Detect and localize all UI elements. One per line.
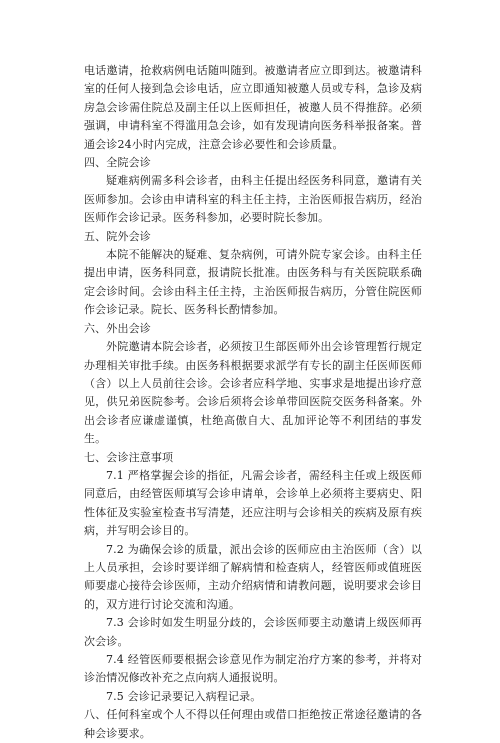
paragraph-external-consult: 本院不能解决的疑难、复杂病例，可请外院专家会诊。由科主任提出申请，医务科同意，报请院长批准。由医务科与有关医院联系确定会诊时间。会诊由科主任主持，主治医师报告病历，分管住院医师作会诊记录。院长、医务科长酌情参加。: [84, 248, 422, 317]
section-heading-consult-notes: 七、会诊注意事项: [84, 450, 174, 464]
paragraph-emergency-consult: 电话邀请，抢救病例电话随叫随到。被邀请者应立即到达。被邀请科室的任何人接到急会诊电话，应立即通知被邀人员或专科，急诊及病房急会诊需住院总及副主任以上医师担任，被邀人员不得推辞。必须强调，申请科室不得滥用急会诊，如有发现请向医务科举报备案。普通会诊24小时内完成，注意会诊必要性和会诊质量。: [84, 64, 422, 151]
paragraph-note-7-5: 7.5 会诊记录要记入病程记录。: [106, 689, 262, 703]
paragraph-hospital-consult: 疑难病例需多科会诊者，由科主任提出经医务科同意，邀请有关医师参加。会诊由申请科室的科主任主持，主治医师报告病历，经治医师作会诊记录。医务科参加，必要时院长参加。: [84, 174, 422, 225]
section-heading-external-consult: 五、院外会诊: [84, 229, 151, 243]
section-heading-outgoing-consult: 六、外出会诊: [84, 321, 151, 335]
section-heading-hospital-consult: 四、全院会诊: [84, 156, 151, 170]
section-heading-no-refusal: 八、任何科室或个人不得以任何理由或借口拒绝按正常途径邀请的各种会诊要求。: [84, 708, 422, 740]
document-page: [84, 62, 422, 743]
paragraph-note-7-2: 7.2 为确保会诊的质量，派出会诊的医师应由主治医师（含）以上人员承担，会诊时要详细了解病情和检查病人，经管医师或值班医师要虚心接待会诊医师，主动介绍病情和请教问题，说明要求会诊目的，双方进行讨论交流和沟通。: [84, 542, 422, 611]
paragraph-note-7-3: 7.3 会诊时如发生明显分歧的，会诊医师要主动邀请上级医师再次会诊。: [84, 616, 422, 648]
paragraph-outgoing-consult: 外院邀请本院会诊者，必须按卫生部医师外出会诊管理暂行规定办理相关审批手续。由医务科根据要求派学有专长的副主任医师医师（含）以上人员前往会诊。会诊者应科学地、实事求是地提出诊疗意见，供兄弟医院参考。会诊后须将会诊单带回医院交医务科备案。外出会诊者应谦虚谨慎，杜绝高傲自大、乱加评论等不利团结的事发生。: [84, 340, 422, 446]
paragraph-note-7-1: 7.1 严格掌握会诊的指征，凡需会诊者，需经科主任或上级医师同意后，由经管医师填写会诊申请单，会诊单上必须将主要病史、阳性体征及实验室检查书写清楚，还应注明与会诊相关的疾病及原有疾病，并写明会诊目的。: [84, 468, 422, 538]
paragraph-note-7-4: 7.4 经管医师要根据会诊意见作为制定治疗方案的参考，并将对诊治情况修改补充之点向病人通报说明。: [84, 653, 422, 685]
